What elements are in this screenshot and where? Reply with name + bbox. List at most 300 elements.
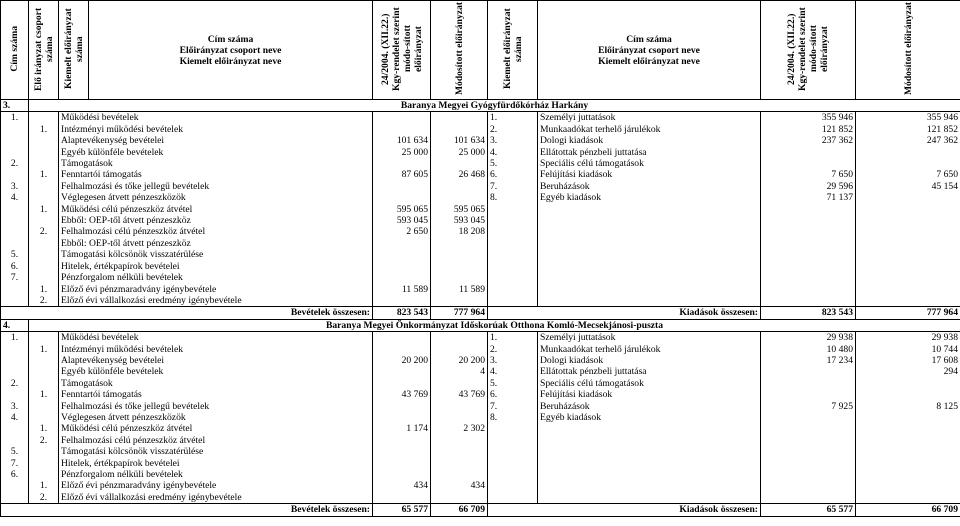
expense-modified: 355 946 [856, 112, 960, 124]
expense-original [761, 412, 856, 423]
income-modified: 20 200 [431, 355, 488, 366]
group-number [29, 215, 59, 226]
income-original [373, 261, 431, 272]
expense-modified: 45 154 [856, 181, 960, 192]
table-row [1, 204, 960, 215]
expense-original: 71 137 [761, 192, 856, 203]
expense-number: 6. [488, 389, 538, 400]
expense-original: 29 596 [761, 181, 856, 192]
expense-label [538, 238, 761, 249]
income-total-modified: 66 709 [431, 504, 488, 516]
income-original: 101 634 [373, 135, 431, 146]
group-number: 1. [29, 423, 59, 434]
header-income-original: 24/2004. (XII.22.) Kgy-rendelet szerint módo-sított előirányzat [373, 1, 431, 100]
income-label: Véglegesen átvett pénzeszközök [59, 412, 373, 423]
expense-label: Felújítási kiadások [538, 389, 761, 400]
income-label: Hitelek, értékpapírok bevételei [59, 261, 373, 272]
expense-original [761, 366, 856, 377]
income-modified [431, 492, 488, 504]
expense-number: 1. [488, 332, 538, 344]
section-number: 3. [1, 100, 29, 112]
cim-number [1, 295, 29, 307]
cim-number: 2. [1, 378, 29, 389]
expense-original [761, 446, 856, 457]
table-row [1, 169, 960, 180]
income-original: 593 045 [373, 215, 431, 226]
header-expense-modified: Módosított előirányzat [856, 1, 960, 100]
expense-modified [856, 238, 960, 249]
expense-modified [856, 158, 960, 169]
income-modified: 4 [431, 366, 488, 377]
expense-original: 7 925 [761, 401, 856, 412]
cim-number: 1. [1, 112, 29, 124]
header-expense-number: Kiemelt előirányzat száma [488, 1, 538, 100]
expense-label: Személyi juttatások [538, 332, 761, 344]
cim-number [1, 238, 29, 249]
table-row [1, 389, 960, 400]
income-modified [431, 192, 488, 203]
income-label: Véglegesen átvett pénzeszközök [59, 192, 373, 203]
expense-label [538, 492, 761, 504]
table-row [1, 480, 960, 491]
income-original [373, 378, 431, 389]
expense-number [488, 272, 538, 283]
expense-label: Ellátottak pénzbeli juttatása [538, 366, 761, 377]
table-row [1, 158, 960, 169]
expense-modified [856, 272, 960, 283]
expense-modified [856, 249, 960, 260]
expense-total-modified: 777 964 [856, 307, 960, 319]
expense-number: 8. [488, 192, 538, 203]
income-label: Támogatási kölcsönök visszatérülése [59, 249, 373, 260]
income-original [373, 412, 431, 423]
income-original: 595 065 [373, 204, 431, 215]
expense-modified [856, 295, 960, 307]
expense-label [538, 480, 761, 491]
expense-total-original: 65 577 [761, 504, 856, 516]
expense-label [538, 469, 761, 480]
expense-number [488, 435, 538, 446]
cim-number [1, 204, 29, 215]
expense-modified [856, 492, 960, 504]
cim-number [1, 480, 29, 491]
cim-number: 4. [1, 192, 29, 203]
group-number [29, 158, 59, 169]
expense-label: Egyéb kiadások [538, 192, 761, 203]
expense-original [761, 378, 856, 389]
header-income-modified: Módosított előirányzat [431, 1, 488, 100]
expense-label: Dologi kiadások [538, 355, 761, 366]
expense-number: 2. [488, 124, 538, 135]
expense-original [761, 215, 856, 226]
cim-number: 7. [1, 458, 29, 469]
income-original [373, 332, 431, 344]
expense-original: 7 650 [761, 169, 856, 180]
expense-number [488, 226, 538, 237]
expense-number: 7. [488, 401, 538, 412]
expense-label: Dologi kiadások [538, 135, 761, 146]
income-total-label: Bevételek összesen: [1, 307, 373, 319]
table-row [1, 112, 960, 124]
income-label: Intézményi működési bevételek [59, 344, 373, 355]
income-original [373, 458, 431, 469]
group-number: 1. [29, 344, 59, 355]
income-original [373, 295, 431, 307]
expense-modified [856, 284, 960, 295]
expense-modified [856, 435, 960, 446]
income-original: 43 769 [373, 389, 431, 400]
table-row [1, 284, 960, 295]
group-number [29, 412, 59, 423]
table-row [1, 458, 960, 469]
income-original [373, 249, 431, 260]
income-modified: 593 045 [431, 215, 488, 226]
income-modified [431, 344, 488, 355]
expense-label: Munkaadókat terhelő járulékok [538, 344, 761, 355]
group-number [29, 458, 59, 469]
income-modified [431, 181, 488, 192]
cim-number [1, 135, 29, 146]
income-modified: 26 468 [431, 169, 488, 180]
header-expense-name: Cím száma Előirányzat csoport neve Kiemelt előirányzat neve [538, 1, 761, 100]
section-title: Baranya Megyei Gyógyfürdőkórház Harkány [29, 100, 960, 112]
group-number: 1. [29, 204, 59, 215]
expense-modified: 294 [856, 366, 960, 377]
income-label: Támogatások [59, 158, 373, 169]
section-title: Baranya Megyei Önkormányzat Időskorúak Otthona Komló-Mecsekjánosi-puszta [29, 319, 960, 331]
cim-number [1, 355, 29, 366]
income-modified [431, 158, 488, 169]
income-modified [431, 458, 488, 469]
expense-modified [856, 458, 960, 469]
expense-original [761, 226, 856, 237]
income-label: Felhalmozási célú pénzeszköz átvétel [59, 435, 373, 446]
income-modified [431, 261, 488, 272]
group-number [29, 147, 59, 158]
table-row [1, 261, 960, 272]
expense-number [488, 492, 538, 504]
expense-number: 8. [488, 412, 538, 423]
cim-number: 6. [1, 469, 29, 480]
expense-label [538, 435, 761, 446]
income-original [373, 446, 431, 457]
group-number [29, 261, 59, 272]
expense-modified: 121 852 [856, 124, 960, 135]
table-row [1, 355, 960, 366]
income-modified: 595 065 [431, 204, 488, 215]
expense-label: Felújítási kiadások [538, 169, 761, 180]
expense-number: 7. [488, 181, 538, 192]
cim-number [1, 344, 29, 355]
expense-modified [856, 480, 960, 491]
expense-original [761, 480, 856, 491]
expense-original [761, 423, 856, 434]
expense-original [761, 158, 856, 169]
expense-original [761, 469, 856, 480]
expense-original [761, 261, 856, 272]
expense-number [488, 469, 538, 480]
expense-label [538, 249, 761, 260]
table-row [1, 492, 960, 504]
income-original: 20 200 [373, 355, 431, 366]
expense-original: 10 480 [761, 344, 856, 355]
income-label: Működési bevételek [59, 112, 373, 124]
expense-label [538, 215, 761, 226]
income-modified: 18 208 [431, 226, 488, 237]
group-number: 1. [29, 389, 59, 400]
expense-modified [856, 215, 960, 226]
group-number [29, 192, 59, 203]
expense-modified [856, 412, 960, 423]
header-income-name: Cím száma Előirányzat csoport neve Kiemelt előirányzat neve [89, 1, 373, 100]
expense-modified [856, 378, 960, 389]
income-label: Fenntartói támogatás [59, 389, 373, 400]
expense-number [488, 238, 538, 249]
cim-number: 6. [1, 261, 29, 272]
expense-label: Speciális célú támogatások [538, 158, 761, 169]
expense-original [761, 435, 856, 446]
expense-label [538, 261, 761, 272]
income-modified [431, 446, 488, 457]
expense-modified: 8 125 [856, 401, 960, 412]
group-number: 2. [29, 295, 59, 307]
expense-original [761, 389, 856, 400]
expense-number [488, 480, 538, 491]
expense-label [538, 423, 761, 434]
table-row [1, 446, 960, 457]
income-modified: 101 634 [431, 135, 488, 146]
income-label: Pénzforgalom nélküli bevételek [59, 272, 373, 283]
cim-number: 5. [1, 446, 29, 457]
expense-original: 29 938 [761, 332, 856, 344]
income-label: Előző évi pénzmaradvány igénybevétele [59, 284, 373, 295]
cim-number: 1. [1, 332, 29, 344]
total-row [1, 504, 960, 516]
income-label: Hitelek, értékpapírok bevételei [59, 458, 373, 469]
expense-number [488, 458, 538, 469]
section-title-row [1, 100, 960, 112]
expense-label [538, 458, 761, 469]
expense-original [761, 492, 856, 504]
expense-label: Egyéb kiadások [538, 412, 761, 423]
expense-modified: 10 744 [856, 344, 960, 355]
expense-total-modified: 66 709 [856, 504, 960, 516]
cim-number [1, 226, 29, 237]
income-original [373, 112, 431, 124]
expense-original [761, 272, 856, 283]
section-title-row [1, 319, 960, 331]
income-modified: 43 769 [431, 389, 488, 400]
expense-modified: 17 608 [856, 355, 960, 366]
expense-modified [856, 389, 960, 400]
expense-original [761, 295, 856, 307]
table-row [1, 272, 960, 283]
table-row [1, 181, 960, 192]
income-label: Előző évi vállalkozási eredmény igénybevétele [59, 295, 373, 307]
group-number [29, 366, 59, 377]
income-original [373, 344, 431, 355]
expense-number [488, 261, 538, 272]
group-number [29, 272, 59, 283]
expense-modified [856, 261, 960, 272]
income-modified [431, 238, 488, 249]
table-row [1, 435, 960, 446]
expense-label [538, 272, 761, 283]
expense-original: 17 234 [761, 355, 856, 366]
table-row [1, 192, 960, 203]
expense-label: Munkaadókat terhelő járulékok [538, 124, 761, 135]
income-label: Támogatási kölcsönök visszatérülése [59, 446, 373, 457]
group-number [29, 112, 59, 124]
income-modified: 434 [431, 480, 488, 491]
expense-number: 3. [488, 355, 538, 366]
expense-original: 355 946 [761, 112, 856, 124]
expense-label [538, 226, 761, 237]
expense-number: 2. [488, 344, 538, 355]
expense-label [538, 284, 761, 295]
income-modified [431, 435, 488, 446]
expense-number: 5. [488, 158, 538, 169]
expense-label [538, 295, 761, 307]
group-number [29, 469, 59, 480]
cim-number [1, 169, 29, 180]
expense-label [538, 204, 761, 215]
table-row [1, 215, 960, 226]
group-number: 1. [29, 284, 59, 295]
cim-number: 4. [1, 412, 29, 423]
table-row [1, 412, 960, 423]
income-label: Pénzforgalom nélküli bevételek [59, 469, 373, 480]
table-row [1, 423, 960, 434]
income-total-original: 823 543 [373, 307, 431, 319]
group-number [29, 238, 59, 249]
income-modified [431, 401, 488, 412]
table-row [1, 378, 960, 389]
group-number [29, 401, 59, 412]
cim-number: 7. [1, 272, 29, 283]
income-label: Egyéb különféle bevételek [59, 366, 373, 377]
income-modified: 2 302 [431, 423, 488, 434]
cim-number: 5. [1, 249, 29, 260]
expense-number [488, 204, 538, 215]
income-original [373, 366, 431, 377]
expense-number [488, 423, 538, 434]
section-number: 4. [1, 319, 29, 331]
header-row [1, 1, 960, 100]
cim-number [1, 215, 29, 226]
income-label: Működési célú pénzeszköz átvétel [59, 204, 373, 215]
income-original: 87 605 [373, 169, 431, 180]
group-number: 1. [29, 169, 59, 180]
income-label: Fenntartói támogatás [59, 169, 373, 180]
income-label: Egyéb különféle bevételek [59, 147, 373, 158]
total-row [1, 307, 960, 319]
income-modified: 25 000 [431, 147, 488, 158]
income-label: Előző évi vállalkozási eredmény igénybevétele [59, 492, 373, 504]
expense-number: 6. [488, 169, 538, 180]
expense-modified [856, 226, 960, 237]
group-number: 2. [29, 435, 59, 446]
table-row [1, 366, 960, 377]
expense-original [761, 147, 856, 158]
cim-number [1, 284, 29, 295]
expense-original: 121 852 [761, 124, 856, 135]
group-number [29, 181, 59, 192]
table-row [1, 249, 960, 260]
income-total-modified: 777 964 [431, 307, 488, 319]
expense-modified [856, 423, 960, 434]
expense-number: 1. [488, 112, 538, 124]
group-number [29, 332, 59, 344]
income-modified [431, 295, 488, 307]
cim-number [1, 147, 29, 158]
table-row [1, 147, 960, 158]
expense-number [488, 284, 538, 295]
group-number: 1. [29, 124, 59, 135]
income-label: Ebből: OEP-től átvett pénzeszköz [59, 215, 373, 226]
header-kiemelt-eloiranyzat-szama: Kiemelt előirányzat száma [59, 1, 89, 100]
income-modified [431, 272, 488, 283]
expense-total-original: 823 543 [761, 307, 856, 319]
table-row [1, 332, 960, 344]
income-original [373, 181, 431, 192]
table-row [1, 469, 960, 480]
income-original [373, 124, 431, 135]
income-modified [431, 332, 488, 344]
cim-number [1, 423, 29, 434]
income-label: Felhalmozási célú pénzeszköz átvétel [59, 226, 373, 237]
expense-original [761, 458, 856, 469]
expense-total-label: Kiadások összesen: [488, 504, 761, 516]
cim-number: 3. [1, 401, 29, 412]
income-modified: 11 589 [431, 284, 488, 295]
group-number [29, 355, 59, 366]
cim-number [1, 435, 29, 446]
cim-number [1, 124, 29, 135]
expense-modified [856, 147, 960, 158]
income-original [373, 435, 431, 446]
table-row [1, 295, 960, 307]
expense-label: Ellátottak pénzbeli juttatása [538, 147, 761, 158]
expense-modified [856, 204, 960, 215]
income-label: Alaptevékenység bevételei [59, 135, 373, 146]
income-modified [431, 412, 488, 423]
income-original: 1 174 [373, 423, 431, 434]
expense-number [488, 446, 538, 457]
income-label: Működési célú pénzeszköz átvétel [59, 423, 373, 434]
income-modified [431, 249, 488, 260]
income-original [373, 158, 431, 169]
expense-number [488, 215, 538, 226]
cim-number: 2. [1, 158, 29, 169]
table-row [1, 344, 960, 355]
cim-number [1, 389, 29, 400]
income-original [373, 469, 431, 480]
table-row [1, 135, 960, 146]
income-original: 25 000 [373, 147, 431, 158]
income-label: Felhalmozási és tőke jellegű bevételek [59, 401, 373, 412]
income-label: Támogatások [59, 378, 373, 389]
income-label: Működési bevételek [59, 332, 373, 344]
income-original [373, 192, 431, 203]
income-original: 2 650 [373, 226, 431, 237]
income-original [373, 238, 431, 249]
expense-label: Beruházások [538, 181, 761, 192]
expense-number: 4. [488, 366, 538, 377]
income-label: Ebből: OEP-től átvett pénzeszköz [59, 238, 373, 249]
expense-label: Személyi juttatások [538, 112, 761, 124]
cim-number: 3. [1, 181, 29, 192]
